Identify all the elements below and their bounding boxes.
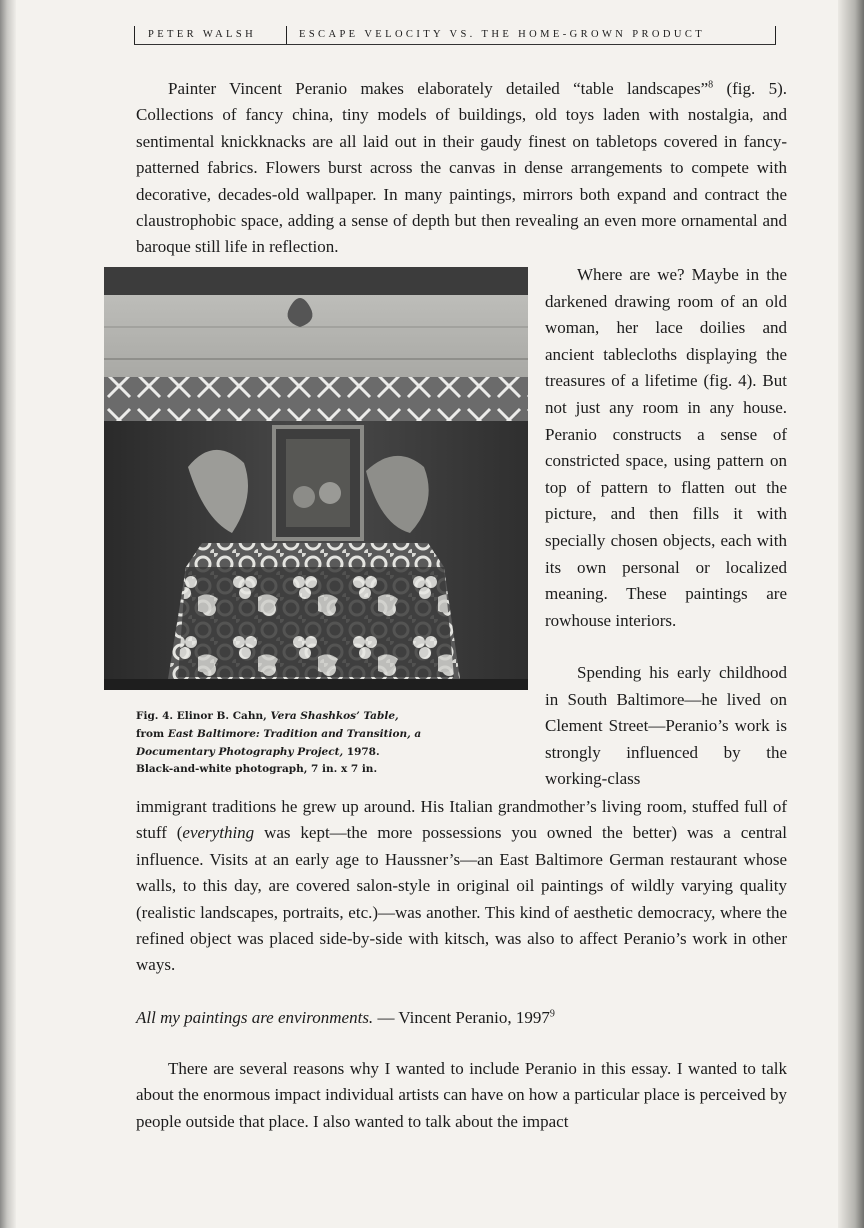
paragraph-3-continuation: was kept—the more possessions you owned the better) was a central influence. Visits at an early age to Haussner’s—an East Baltimore German restaurant whose walls, to this day, are covered salon-style in original oil paintings of wildly varying quality (realistic landscapes, portraits, etc.)—was another. This kind of aesthetic democracy, where the refined object was placed side-by-side with kitsch, was also to affect Peranio’s work in other ways. [136,823,787,975]
caption-series: East Baltimore: Tradition and Transition, a Documentary Photography Project, [136,727,422,758]
paragraph-3 [136,794,787,979]
caption-from: from [136,727,168,740]
paragraph-1-continuation: (fig. 5). Collections of fancy china, tiny models of buildings, old toys laden with nostalgia, and sentimental knickknacks are all laid out in their gaudy finest on tabletops covered in fancy-patterned fabrics. Flowers burst across the canvas in dense arrangements to compete with decorative, decades-old wallpaper. In many paintings, mirrors both expand and contract the claustrophobic space, adding a sense of depth but then revealing an even more ornamental and baroque still life in reflection. [136,79,787,257]
paragraph-4: There are several reasons why I wanted to include Peranio in this essay. I wanted to talk about the enormous impact individual artists can have on how a particular place is perceived by people outside that place. I also wanted to talk about the impact [136,1059,787,1131]
header-title: ESCAPE VELOCITY VS. THE HOME-GROWN PRODUCT [299,29,706,40]
footnote-marker-8: 8 [708,79,714,91]
pull-quote [136,1005,787,1031]
header-rule-bottom [134,44,776,45]
paragraph-1-text: Painter Vincent Peranio makes elaborately detailed “table landscapes” [168,79,709,98]
header-divider [286,26,287,45]
page-edge-left [0,0,16,1228]
emphasis-everything: everything [182,823,255,843]
caption-year: 1978. [343,745,380,758]
paragraph-2: Where are we? Maybe in the darkened drawing room of an old woman, her lace doilies and ancient tablecloths displaying the treasures of a lifetime (fig. 4). But not just any room in any house. Peranio constructs a sense of constricted space, using pattern on top of pattern to flatten out the picture, and then fills it with specially chosen objects, each with its own personal or localized meaning. These paintings are rowhouse interiors. [545,265,787,630]
running-header [134,24,776,46]
paragraph-3-column: Spending his early childhood in South Baltimore—he lived on Clement Street—Peranio’s work is strongly influenced by the working-class [545,663,787,789]
paragraph-1 [136,76,787,261]
header-author: PETER WALSH [148,29,257,40]
quote-text: All my paintings are environments. [136,1008,374,1027]
quote-attribution: — Vincent Peranio, 1997 [373,1008,550,1027]
page-edge-right [838,0,864,1228]
figure-photo-lace-table [104,267,528,690]
caption-medium: Black-and-white photograph, 7 in. x 7 in. [136,763,378,776]
caption-title: Vera Shashkos’ Table, [270,710,399,722]
paragraph-3-text: immigrant traditions he grew up around. His Italian grandmother’s living room, stuffed full of stuff ( [136,797,787,843]
footnote-marker-9: 9 [549,1008,555,1020]
caption-label: Fig. 4. Elinor B. Cahn, [136,710,271,722]
header-rule-left [134,26,135,45]
figure-caption [136,708,456,779]
header-rule-right [775,26,776,45]
